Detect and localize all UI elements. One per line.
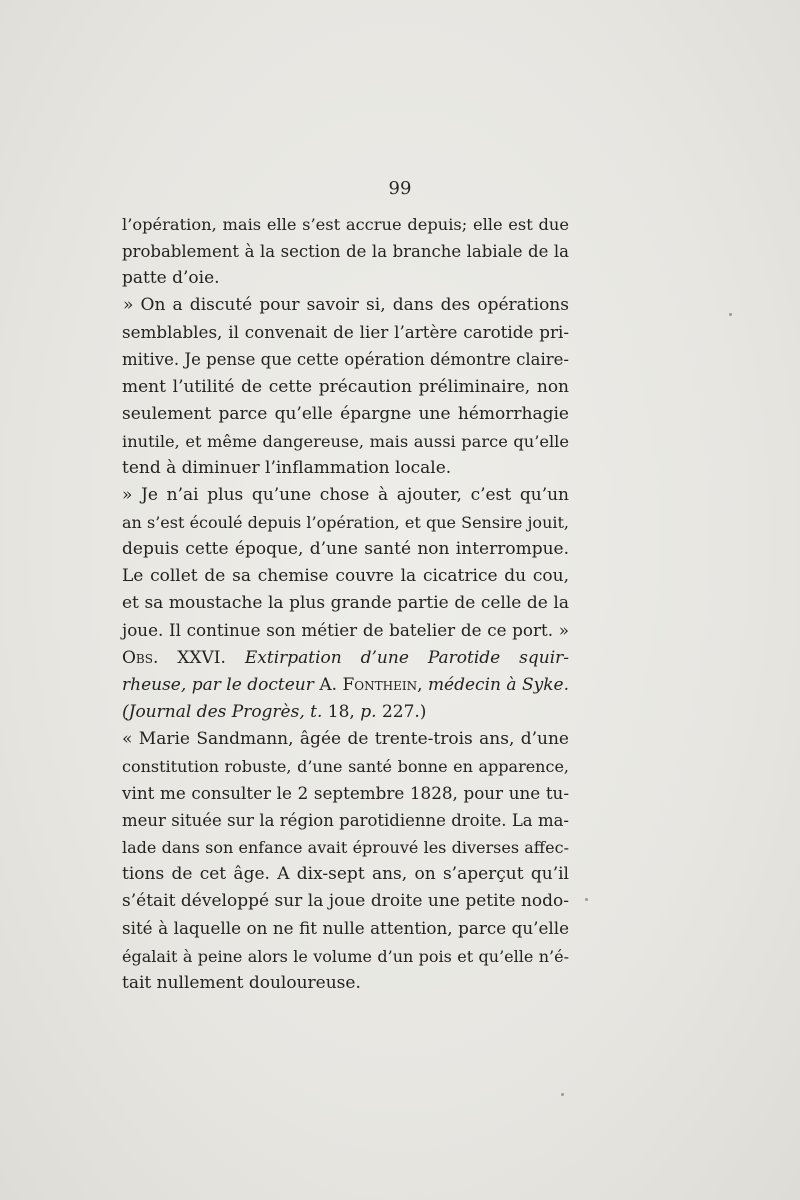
paper-speck <box>561 1093 564 1096</box>
text-line: inutile, et même dangereuse, mais aussi parce qu’elle <box>122 431 569 451</box>
source-volume: 18, <box>327 701 355 722</box>
text-line: meur située sur la région parotidienne droite. La ma- <box>122 811 569 831</box>
obs-heading-line <box>122 645 569 672</box>
text-line: vint me consulter le 2 septembre 1828, pour une tu- <box>122 782 569 803</box>
text-line: ment l’utilité de cette précaution préliminaire, non <box>122 376 569 397</box>
text-line: patte d’oie. <box>122 268 220 289</box>
text-line: an s’est écoulé depuis l’opération, et que Sensire jouit, <box>122 513 569 533</box>
text-line: » Je n’ai plus qu’une chose à ajouter, c’est qu’un <box>122 484 569 505</box>
author-role: médecin à Syke. <box>427 674 570 695</box>
obs-title-cont: rheuse, par le docteur <box>122 674 314 695</box>
text-line: » On a discuté pour savoir si, dans des opérations <box>123 295 569 316</box>
source-journal: (Journal des Progrès, t. <box>122 701 323 722</box>
body-text <box>122 211 569 997</box>
text-line: semblables, il convenait de lier l’artère carotide pri- <box>122 322 569 343</box>
text-line: constitution robuste, d’une santé bonne en apparence, <box>122 756 569 776</box>
text-line: depuis cette époque, d’une santé non interrompue. <box>122 539 569 560</box>
text-line: seulement parce qu’elle épargne une hémorrhagie <box>122 403 569 424</box>
text-line: l’opération, mais elle s’est accrue depuis; elle est due <box>122 215 569 234</box>
text-line: probablement à la section de la branche labiale de la <box>122 242 569 262</box>
paper-speck <box>729 313 732 316</box>
obs-label: Obs. XXVI. <box>122 647 226 668</box>
text-line: lade dans son enfance avait éprouvé les diverses affec- <box>122 838 569 858</box>
text-line: joue. Il continue son métier de batelier de ce port. » <box>122 620 569 641</box>
text-line: s’était développé sur la joue droite une petite nodo- <box>122 891 569 912</box>
text-line: mitive. Je pense que cette opération démontre claire- <box>122 350 569 370</box>
text-line: « Marie Sandmann, âgée de trente-trois ans, d’une <box>122 728 569 749</box>
text-line: tend à diminuer l’inflammation locale. <box>122 457 452 478</box>
text-line: tait nullement douloureuse. <box>122 972 361 993</box>
text-line: tions de cet âge. A dix-sept ans, on s’aperçut qu’il <box>122 864 569 885</box>
obs-source-line <box>122 699 569 726</box>
source-page-abbr: p. <box>360 701 377 722</box>
author-name: Fonthein, <box>342 674 423 695</box>
author-initial: A. <box>319 674 338 695</box>
obs-title: Extirpation d’une Parotide squir- <box>244 647 569 668</box>
text-line: Le collet de sa chemise couvre la cicatrice du cou, <box>122 566 569 587</box>
paper-speck <box>585 898 588 901</box>
page-number: 99 <box>388 178 412 199</box>
obs-heading-line <box>122 672 569 699</box>
text-line: sité à laquelle on ne fit nulle attention, parce qu’elle <box>122 918 569 939</box>
text-line: et sa moustache la plus grande partie de celle de la <box>122 593 569 614</box>
text-line: égalait à peine alors le volume d’un pois et qu’elle n’é- <box>122 946 569 966</box>
source-page: 227.) <box>381 701 427 722</box>
